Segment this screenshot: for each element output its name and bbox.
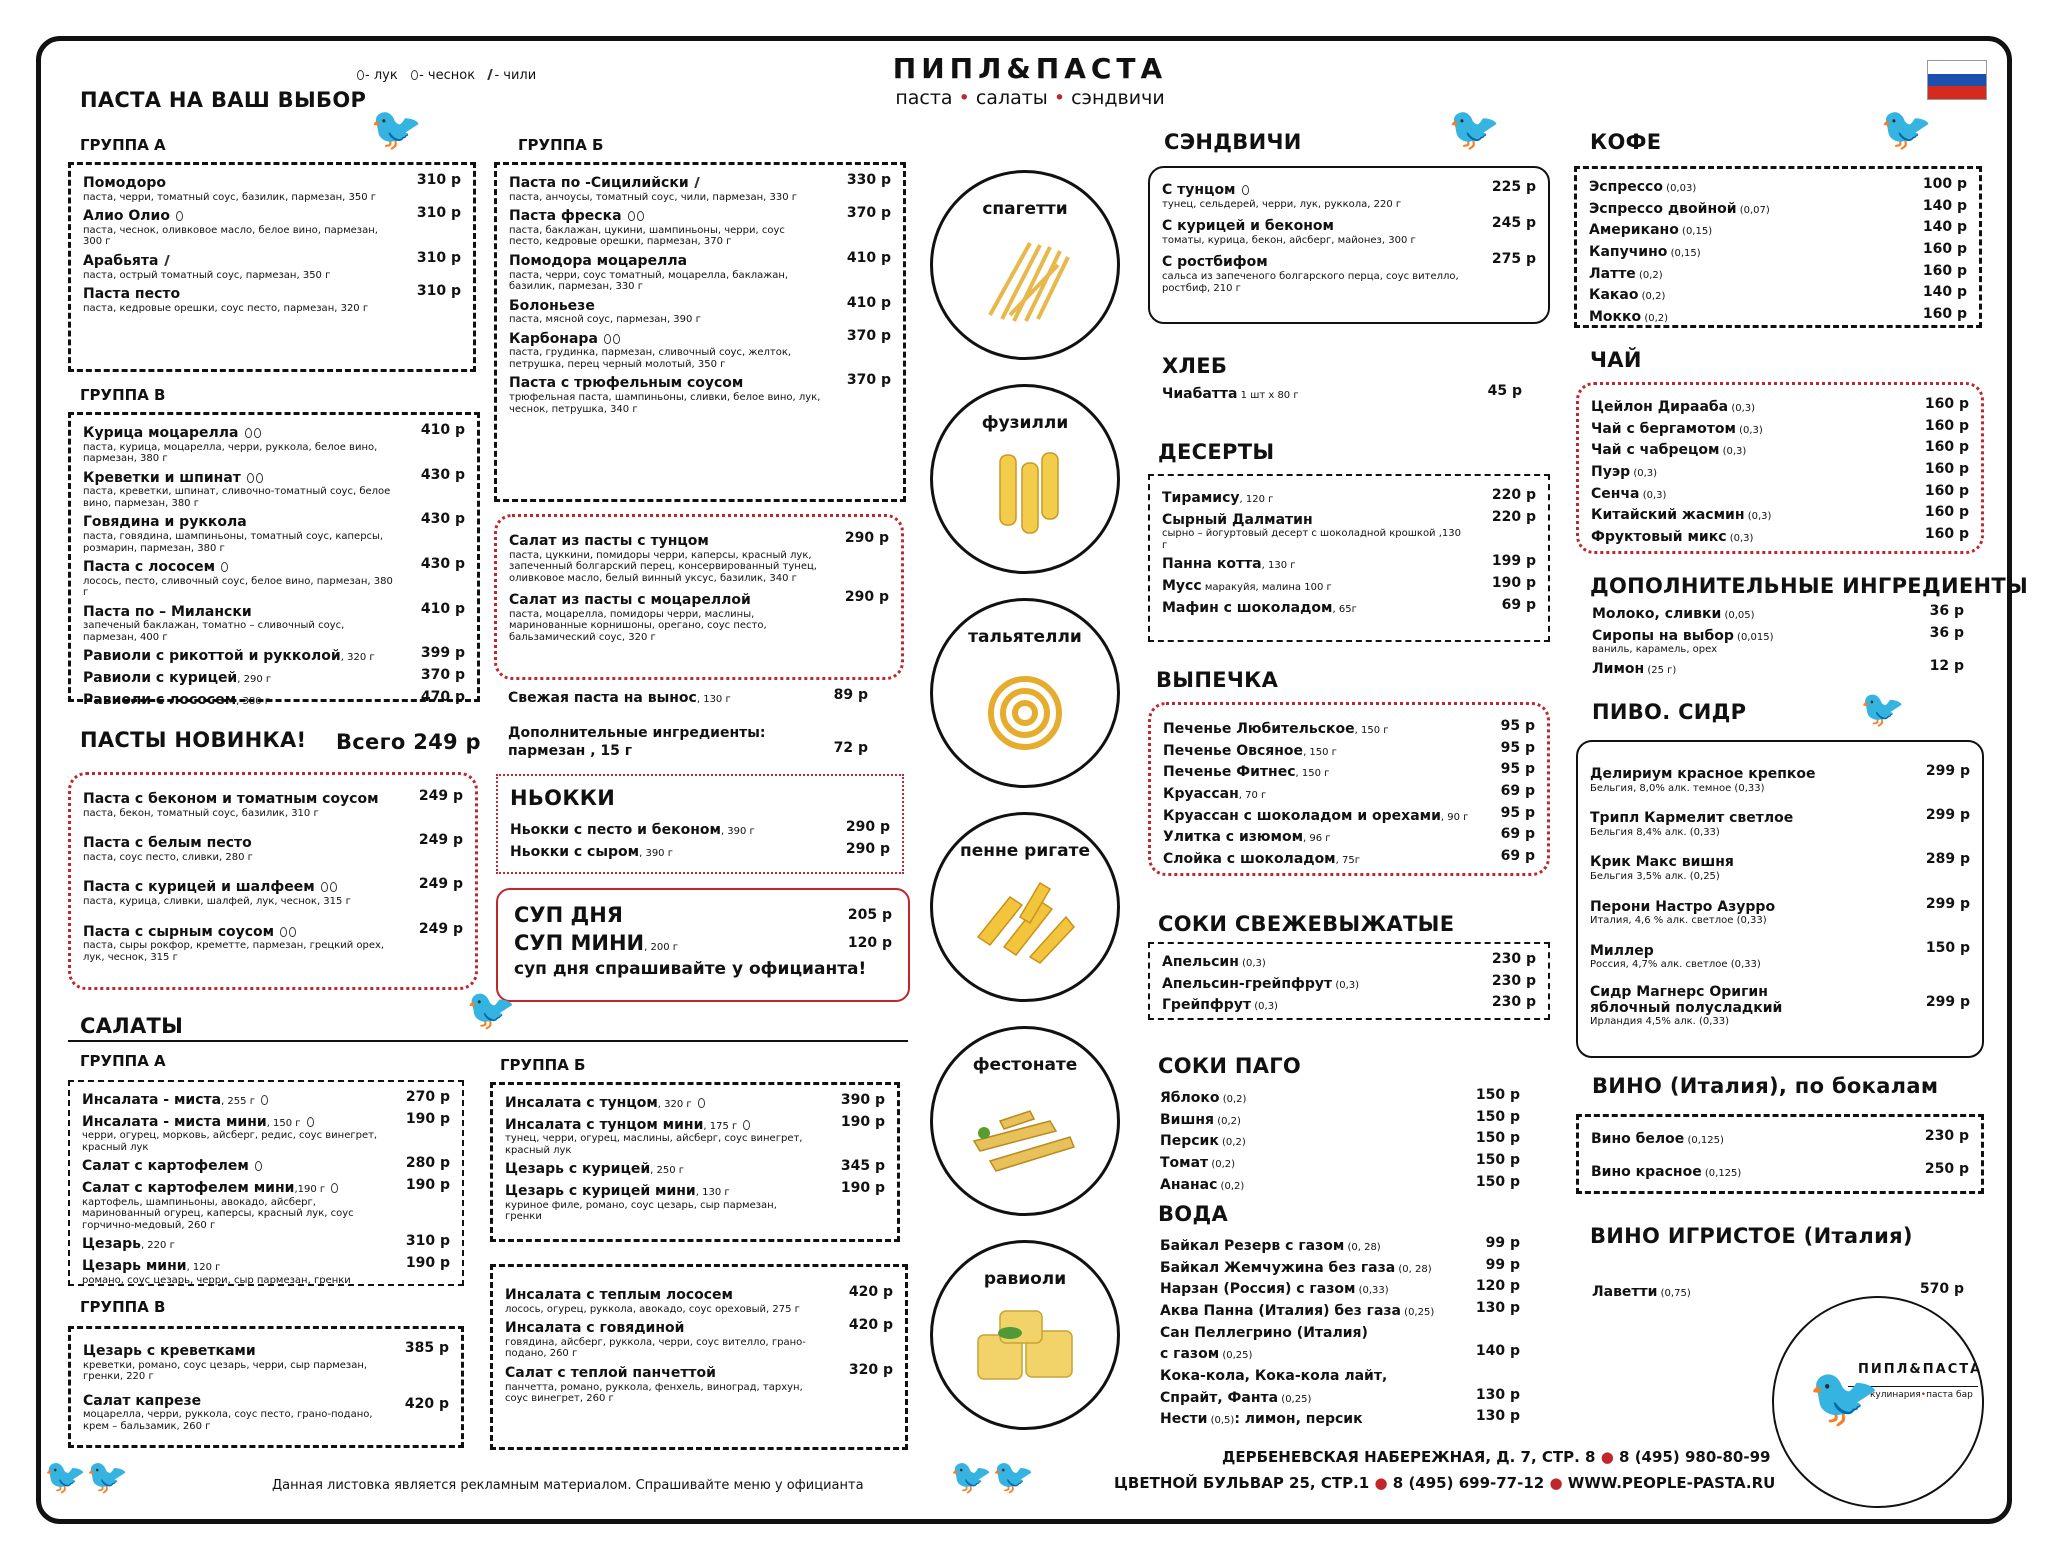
beer-box [1576,740,1984,1058]
pasta-group-b [494,162,906,502]
menu-item[interactable]: Паста с беконом и томатным соусом 249 р паста, бекон, томатный соус, базилик, 310 г [83,788,463,819]
shape-penne[interactable]: пенне ригате [930,812,1120,1002]
menu-item[interactable]: Арабьята 310 р паста, острый томатный соус, пармезан, 350 г [83,249,461,281]
menu-item[interactable]: Инсалата с тунцом мини, 175 г 190 р тунец, черри, огурец, маслины, айсберг, соус винегрет, красный лук [505,1113,885,1156]
menu-item[interactable]: Круассан, 70 г 69 р [1163,783,1535,803]
menu-item[interactable]: Панна котта, 130 г 199 р [1162,553,1536,573]
menu-item[interactable]: Цезарь мини, 120 г 190 р романо, соус цезарь, черри, сыр пармезан, гренки [82,1254,450,1286]
menu-item[interactable]: Паста с лососем 430 р лосось, песто, сливочный соус, белое вино, пармезан, 380 г [83,556,465,599]
menu-item[interactable]: Равиоли с курицей, 290 г 370 р [83,667,465,687]
menu-item[interactable]: С ростбифом 275 р сальса из запеченого болгарского перца, соус вителло, ростбиф, 210 г [1162,251,1536,294]
menu-item[interactable]: Паста с курицей и шалфеем 249 р паста, курица, сливки, шалфей, лук, чеснок, 315 г [83,876,463,908]
menu-item[interactable]: Алио Олио 310 р паста, чеснок, оливковое масло, белое вино, пармезан, 300 г [83,205,461,248]
menu-item[interactable]: Яблоко (0,2) 150 р [1160,1087,1520,1106]
bird-icon: 🐦 [1448,104,1501,153]
pasta-group-b-title: ГРУППА Б [518,136,604,154]
menu-item[interactable]: Инсалата с говядиной 420 р говядина, айсберг, руккола, черри, соус вителло, грано-подано, 260 г [505,1317,893,1360]
menu-item[interactable]: Помодора моцарелла 410 р паста, черри, соус томатный, моцарелла, баклажан, базилик, пармезан, 330 г [509,249,891,293]
birds-center-icon: 🐦🐦 [950,1457,1035,1497]
tea-title: ЧАЙ [1590,348,1642,372]
salads-divider [68,1040,908,1042]
round-logo: ПИПЛ&ПАСТА кулинария•паста бар 🐦 [1772,1296,1984,1508]
menu-item[interactable]: Ньокки с песто и беконом, 390 г 290 р [510,819,890,838]
menu-item[interactable]: Печенье Любительское, 150 г 95 р [1163,718,1535,737]
bread-title: ХЛЕБ [1162,354,1228,378]
brand-tagline: паста • салаты • сэндвичи [895,87,1165,109]
menu-item[interactable]: Сырный Далматин 220 р сырно – йогуртовый десерт с шоколадной крошкой ,130 г [1162,508,1536,551]
menu-item[interactable]: Инсалата - миста, 255 г 270 р [82,1089,450,1108]
salads-group-x [490,1264,908,1450]
menu-item[interactable]: Паста песто 310 р паста, кедровые орешки, соус песто, пармезан, 320 г [83,283,461,314]
menu-item[interactable]: Лимон (25 г) 12 р [1592,657,1964,677]
pasta-group-v [68,412,480,708]
pasta-salads-box [494,514,904,680]
salads-group-v-title: ГРУППА В [80,1298,166,1316]
menu-item[interactable]: Апельсин-грейпфрут (0,3) 230 р [1162,972,1536,992]
brand-logo [880,52,1180,109]
menu-item[interactable]: Салат с картофелем 280 р [82,1155,450,1175]
menu-item[interactable]: Паста с трюфельным соусом 370 р трюфельная паста, шампиньоны, сливки, белое вино, лук, чеснок, петрушка, 340 г [509,372,891,415]
menu-item[interactable]: Грейпфрут (0,3) 230 р [1162,994,1536,1014]
salads-group-v [68,1326,464,1448]
soup-box: СУП ДНЯ 205 р СУП МИНИ, 200 г 120 р суп дня спрашивайте у официанта! [496,888,910,1002]
menu-item[interactable]: Салат из пасты с тунцом 290 р паста, цуккини, помидоры черри, каперсы, красный лук, запеченный болгарский перец, консервированный тунец, оливковое масло, белый винный уксус, базилик, 340 г [509,530,889,584]
menu-item[interactable]: Фруктовый микс (0,3) 160 р [1591,526,1969,546]
menu-item[interactable]: Сенча (0,3) 160 р [1591,482,1969,502]
menu-item[interactable]: Равиоли с рикоттой и рукколой, 320 г 399 р [83,645,465,665]
penne-image [970,877,1080,967]
bird-icon: 🐦 [1808,1363,1881,1431]
sandwiches-title: СЭНДВИЧИ [1164,130,1302,154]
juices-box [1148,942,1550,1020]
menu-item[interactable]: Апельсин (0,3) 230 р [1162,951,1536,970]
menu-item[interactable]: Салат капрезе 420 р моцарелла, черри, руккола, соус песто, грано-подано, крем – бальзамик, 260 г [83,1392,449,1432]
menu-item[interactable]: Салат из пасты с моцареллой 290 р паста, моцарелла, помидоры черри, маслины, маринованные корнишоны, орегано, соус песто, бальзамический соус, 320 г [509,589,889,643]
menu-item[interactable]: Спрайт, Фанта (0,25) 130 р [1160,1386,1520,1406]
footer-address-1: ДЕРБЕНЕВСКАЯ НАБЕРЕЖНАЯ, Д. 7, СТР. 8 ● 8 (495) 980-80-99 [1222,1448,1771,1466]
pasta-title: ПАСТА НА ВАШ ВЫБОР [80,88,367,112]
festonate-image [970,1091,1080,1181]
menu-item[interactable]: Печенье Овсяное, 150 г 95 р [1163,739,1535,759]
menu-item[interactable]: Эспрессо (0,03) 100 р [1589,176,1967,195]
menu-item[interactable]: Паста с сырным соусом 249 р паста, сыры рокфор, креметте, пармезан, грецкий орех, лук, чеснок, 315 г [83,920,463,963]
menu-item[interactable]: Томат (0,2) 150 р [1160,1152,1520,1172]
menu-item[interactable]: Сидр Магнерс Оригин яблочный полусладкий 299 р Ирландия 4,5% алк. (0,33) [1590,983,1970,1028]
bird-icon: 🐦 [1880,104,1933,153]
menu-item[interactable]: Паста по – Милански 410 р запеченый баклажан, томатно – сливочный соус, пармезан, 400 г [83,600,465,643]
chili-icon [164,255,171,266]
phone-link[interactable]: 8 (495) 980-80-99 [1619,1448,1771,1466]
beer-title: ПИВО. СИДР [1592,700,1747,724]
sandwiches-box [1148,166,1550,324]
menu-item[interactable]: Вишня (0,2) 150 р [1160,1108,1520,1128]
menu-item[interactable]: Инсалата с теплым лососем 420 р лосось, огурец, руккола, авокадо, соус ореховый, 275 г [505,1284,893,1315]
menu-item[interactable]: Нарзан (Россия) с газом (0,33) 120 р [1160,1278,1520,1298]
menu-item[interactable]: Латте (0,2) 160 р [1589,262,1967,282]
pasta-group-a-title: ГРУППА А [80,136,166,154]
addons-title: ДОПОЛНИТЕЛЬНЫЕ ИНГРЕДИЕНТЫ [1590,574,2029,598]
menu-item[interactable]: Чай с бергамотом (0,3) 160 р [1591,417,1969,437]
garlic-icon [411,70,418,80]
menu-item[interactable]: Говядина и руккола 430 р паста, говядина, шампиньоны, томатный соус, каперсы, розмарин, пармезан, 380 г [83,511,465,554]
menu-item[interactable]: Улитка с изюмом, 96 г 69 р [1163,826,1535,846]
tagliatelle-image [970,663,1080,753]
phone-link[interactable]: 8 (495) 699-77-12 [1392,1474,1545,1492]
salads-group-a [68,1080,464,1286]
shape-tagliatelle[interactable]: тальятелли [930,598,1120,788]
desserts-title: ДЕСЕРТЫ [1158,440,1275,464]
menu-item[interactable]: Вино красное (0,125) 250 р [1591,1160,1969,1180]
menu-item[interactable]: Цезарь с креветками 385 р креветки, романо, соус цезарь, черри, сыр пармезан, гренки, 220 г [83,1340,449,1383]
menu-item[interactable]: Молоко, сливки (0,05) 36 р [1592,603,1964,622]
menu-item[interactable]: Миллер 150 р Россия, 4,7% алк. светлое (0,33) [1590,939,1970,971]
menu-item[interactable]: Мусс маракуйя, малина 100 г 190 р [1162,575,1536,595]
menu-item[interactable]: Крик Макс вишня 289 р Бельгия 3,5% алк. (0,25) [1590,851,1970,883]
menu-item[interactable]: Креветки и шпинат 430 р паста, креветки, шпинат, сливочно-томатный соус, белое вино, пармезан, 380 г [83,466,465,509]
menu-item[interactable]: Паста по -Сицилийски 330 р паста, анчоусы, томатный соус, чили, пармезан, 330 г [509,172,891,203]
coffee-title: КОФЕ [1590,130,1662,154]
menu-item[interactable]: Ньокки с сыром, 390 г 290 р [510,840,890,860]
menu-item[interactable]: Чиабатта 1 шт х 80 г 45 р [1162,383,1522,402]
menu-item[interactable]: Помодоро 310 р паста, черри, томатный соус, базилик, пармезан, 350 г [83,172,461,203]
onion-icon [357,70,364,80]
menu-item[interactable]: Китайский жасмин (0,3) 160 р [1591,504,1969,524]
footer-address-2: ЦВЕТНОЙ БУЛЬВАР 25, СТР.1 ● 8 (495) 699-77-12 ● WWW.PEOPLE-PASTA.RU [1114,1474,1776,1492]
wine-title: ВИНО (Италия), по бокалам [1592,1074,1939,1098]
footer-note: Данная листовка является рекламным материалом. Спрашивайте меню у официанта [272,1478,864,1493]
salads-group-a-title: ГРУППА А [80,1052,166,1070]
menu-item[interactable]: Персик (0,2) 150 р [1160,1130,1520,1150]
menu-item[interactable]: Байкал Резерв с газом (0, 28) 99 р [1160,1235,1520,1254]
menu-item[interactable]: Цезарь с курицей мини, 130 г 190 р куриное филе, романо, соус цезарь, сыр пармезан, гренки [505,1180,885,1223]
desserts-box [1148,474,1550,642]
pago-title: СОКИ ПАГО [1158,1054,1302,1078]
menu-item[interactable]: Слойка с шоколадом, 75г 69 р [1163,848,1535,868]
menu-item[interactable]: Цезарь, 220 г 310 р [82,1233,450,1253]
gnocchi-box: НЬОККИ Ньокки с песто и беконом, 390 г 290 р Ньокки с сыром, 390 г 290 р [496,774,904,874]
menu-item[interactable]: Печенье Фитнес, 150 г 95 р [1163,761,1535,781]
addons-list [1592,604,1964,681]
menu-item[interactable]: Равиоли с лососем, 380 г 470 р [83,688,465,708]
coffee-box [1574,166,1982,328]
fusilli-image [970,449,1080,539]
menu-item[interactable]: С тунцом 225 р тунец, сельдерей, черри, лук, руккола, 220 г [1162,179,1536,210]
menu-item[interactable]: Вино белое (0,125) 230 р [1591,1128,1969,1147]
menu-item[interactable]: Инсалата - миста мини, 150 г 190 р черри, огурец, морковь, айсберг, редис, соус винегрет, красный лук [82,1110,450,1153]
garlic-icon [176,211,183,221]
menu-item[interactable]: Трипл Кармелит светлое 299 р Бельгия 8,4% алк. (0,33) [1590,807,1970,838]
menu-item[interactable]: Нести (0,5): лимон, персик 130 р [1160,1408,1520,1428]
menu-item[interactable]: Делириум красное крепкое 299 р Бельгия, 8,0% алк. темное (0,33) [1590,763,1970,794]
menu-item[interactable]: Аква Панна (Италия) без газа (0,25) 130 р [1160,1300,1520,1320]
ravioli-image [970,1305,1080,1395]
shape-festonate[interactable]: фестонате [930,1026,1120,1216]
menu-item[interactable]: Американо (0,15) 140 р [1589,219,1967,239]
menu-item[interactable]: Карбонара 370 р паста, грудинка, пармезан, сливочный соус, желток, петрушка, перец черный молотый, 350 г [509,327,891,370]
tea-box [1576,382,1984,554]
bird-icon: 🐦 [1860,689,1905,730]
menu-item[interactable]: С курицей и беконом 245 р томаты, курица, бекон, айсберг, майонез, 300 г [1162,215,1536,246]
menu-item[interactable]: Чай с чабрецом (0,3) 160 р [1591,439,1969,459]
menu-item[interactable]: Сиропы на выбор (0,015) 36 р ваниль, карамель, орех [1592,624,1964,656]
menu-item[interactable]: Байкал Жемчужина без газа (0, 28) 99 р [1160,1256,1520,1276]
menu-item[interactable]: Капучино (0,15) 160 р [1589,241,1967,261]
novinka-price: Всего 249 р [336,730,481,754]
menu-item[interactable]: Курица моцарелла 410 р паста, курица, моцарелла, черри, руккола, белое вино, пармезан, 380 г [83,422,465,465]
website-link[interactable]: WWW.PEOPLE-PASTA.RU [1567,1474,1776,1492]
bird-icon: 🐦 [466,987,516,1033]
menu-item[interactable]: с газом (0,25) 140 р [1160,1343,1520,1363]
menu-item[interactable]: Эспрессо двойной (0,07) 140 р [1589,197,1967,217]
menu-item[interactable]: Салат с картофелем мини,190 г 190 р картофель, шампиньоны, авокадо, айсберг, маринованный огурец, каперсы, красный лук, соус горчично-медовый, 260 г [82,1177,450,1231]
salads-group-b [490,1082,900,1242]
menu-item[interactable]: Сан Пеллегрино (Италия) [1160,1324,1368,1341]
menu-item[interactable]: Мокко (0,2) 160 р [1589,306,1967,326]
salads-title: САЛАТЫ [80,1014,184,1038]
menu-item[interactable]: Мафин с шоколадом, 65г 69 р [1162,596,1536,616]
menu-item[interactable]: Ананас (0,2) 150 р [1160,1173,1520,1193]
birds-left-icon: 🐦🐦 [44,1457,129,1497]
menu-item[interactable]: Паста фреска 370 р паста, баклажан, цукини, шампиньоны, черри, соус песто, кедровые орешки, пармезан, 370 г [509,205,891,248]
menu-item[interactable]: Кока-кола, Кока-кола лайт, [1160,1368,1388,1385]
legend: - лук - чеснок - чили [356,68,536,83]
pasta-group-a [68,162,476,372]
water-list [1160,1236,1520,1431]
russian-flag-icon[interactable] [1927,60,1987,100]
menu-item[interactable]: Тирамису, 120 г 220 р [1162,487,1536,506]
novinka-box [68,772,478,990]
sparkling-title: ВИНО ИГРИСТОЕ (Италия) [1590,1224,1913,1248]
wine-box [1576,1114,1984,1194]
water-title: ВОДА [1158,1202,1229,1226]
shape-fusilli[interactable]: фузилли [930,384,1120,574]
bird-icon: 🐦 [370,104,423,153]
menu-item[interactable]: Какао (0,2) 140 р [1589,284,1967,304]
menu-item[interactable]: Пуэр (0,3) 160 р [1591,461,1969,481]
fresh-pasta[interactable]: Свежая паста на вынос, 130 г 89 р Дополнительные ингредиенты: пармезан , 15 г 72 р [508,687,868,759]
shape-ravioli[interactable]: равиоли [930,1240,1120,1430]
menu-item[interactable]: Паста с белым песто 249 р паста, соус песто, сливки, 280 г [83,832,463,863]
juices-title: СОКИ СВЕЖЕВЫЖАТЫЕ [1158,912,1455,936]
spaghetti-image [970,235,1080,325]
pago-list [1160,1088,1520,1196]
salads-group-b-title: ГРУППА Б [500,1056,586,1074]
menu-item[interactable]: Перони Настро Азурро 299 р Италия, 4,6 % алк. светлое (0,33) [1590,895,1970,927]
menu-item[interactable]: Круассан с шоколадом и орехами, 90 г 95 р [1163,804,1535,824]
menu-item[interactable]: Салат с теплой панчеттой 320 р панчетта, романо, руккола, фенхель, виноград, тархун, соус винегрет, 260 г [505,1361,893,1405]
menu-item[interactable]: Болоньезе 410 р паста, мясной соус, пармезан, 390 г [509,294,891,326]
shape-spaghetti[interactable]: спагетти [930,170,1120,360]
brand-name: ПИПЛ&ПАСТА [892,52,1168,85]
menu-item[interactable]: Цейлон Дирааба (0,3) 160 р [1591,396,1969,415]
menu-item[interactable]: Цезарь с курицей, 250 г 345 р [505,1158,885,1178]
bakery-title: ВЫПЕЧКА [1156,668,1279,692]
menu-item[interactable]: Инсалата с тунцом, 320 г 390 р [505,1092,885,1111]
bakery-box [1148,702,1550,876]
novinka-title: ПАСТЫ НОВИНКА! [80,728,307,752]
menu-item[interactable]: Лаветти (0,75) 570 р [1592,1280,1964,1300]
pasta-group-v-title: ГРУППА В [80,386,166,404]
